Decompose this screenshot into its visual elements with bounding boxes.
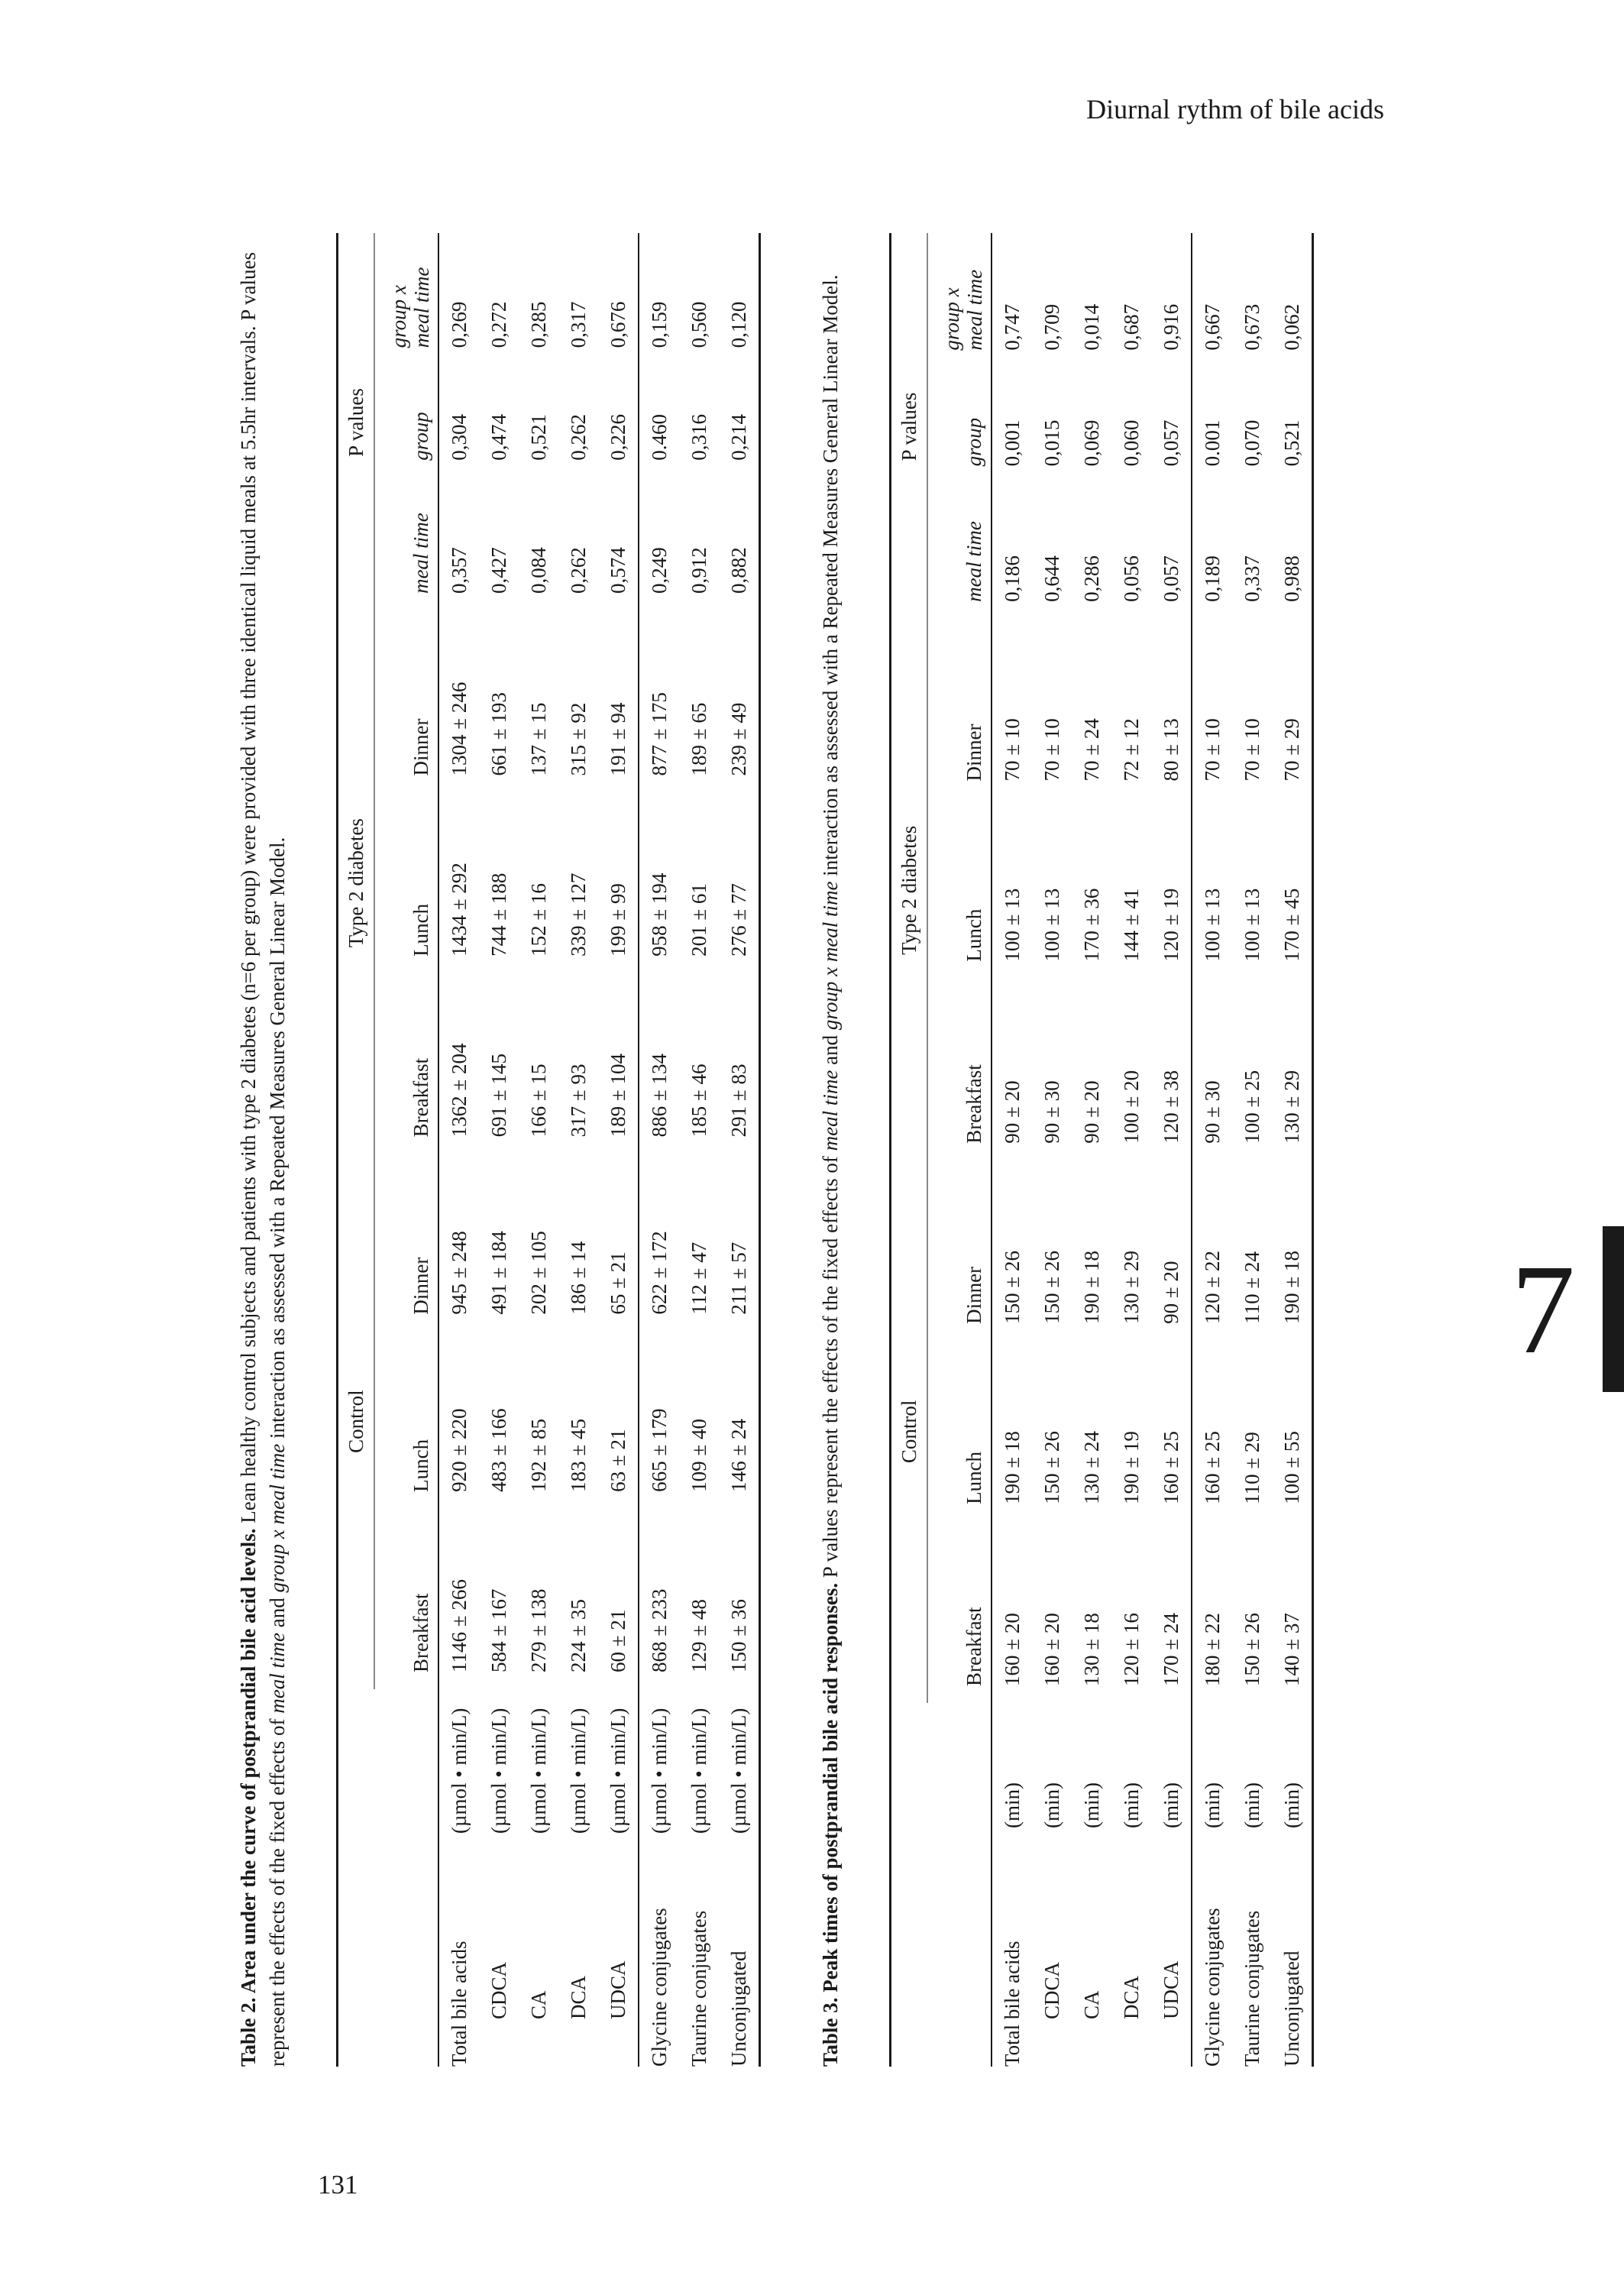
table-2-col-header: meal time [374,479,438,612]
control-value-cell: 183 ± 45 [566,1419,590,1492]
control-value-cell: 190 ± 19 [1119,1431,1143,1504]
table-2-col-header: Breakfast [374,973,438,1154]
p-mealtime-cell: 0,882 [719,479,760,612]
table-row [639,233,679,2067]
table-row [1032,233,1072,2067]
row-label: CA [526,1990,550,2019]
table-3-body [992,233,1313,2067]
row-label: UDCA [606,1960,629,2019]
p-group-cell: 0,214 [719,366,760,478]
control-value-cell: 140 ± 37 [1272,1521,1313,1703]
t2d-value-cell: 291 ± 83 [719,973,760,1154]
table-2-col-header: Lunch [374,792,438,973]
t2d-value-cell: 100 ± 13 [1000,888,1024,962]
p-interaction-cell: 0,709 [1040,303,1063,351]
p-group-cell: 0,304 [447,414,471,461]
t2d-value-cell: 90 ± 30 [1192,979,1232,1161]
t2d-value-cell: 100 ± 13 [1040,888,1063,962]
control-value-cell: 202 ± 105 [526,1231,550,1315]
control-value-cell: 192 ± 85 [526,1419,550,1492]
table-2-col-header-interaction-line1: group x [387,285,410,348]
control-value-cell: 120 ± 22 [1192,1161,1232,1341]
table-row [719,233,760,2067]
table-2-caption-italic-2: group x meal time [266,1443,289,1593]
p-mealtime-cell: 0,189 [1192,484,1232,620]
control-value-cell: 160 ± 20 [1040,1613,1063,1686]
table-2-caption-text: Lean healthy control subjects and patients with type 2 diabetes (n=6 per group) were provided with three identical liquid meals at 5.5hr intervals. P values represent the effects of the fixed effects of [237,251,289,2067]
control-value-cell: 65 ± 21 [606,1251,629,1315]
p-group-cell: 0,316 [687,414,710,461]
p-interaction-cell: 0,667 [1192,233,1232,369]
table-row [558,233,598,2067]
row-label: Taurine conjugates [687,1910,710,2067]
t2d-value-cell: 120 ± 19 [1159,888,1182,962]
table-3-col-header: meal time [927,484,992,620]
t2d-value-cell: 166 ± 15 [526,1063,550,1138]
t2d-value-cell: 877 ± 175 [639,612,679,792]
control-value-cell: 150 ± 26 [1040,1431,1063,1504]
p-group-cell: 0,069 [1079,419,1103,467]
control-value-cell: 920 ± 220 [447,1408,471,1492]
control-value-cell: 868 ± 233 [639,1509,679,1689]
control-value-cell: 146 ± 24 [719,1332,760,1509]
t2d-value-cell: 189 ± 65 [687,702,710,776]
p-mealtime-cell: 0,912 [687,547,710,594]
p-interaction-cell: 0,317 [566,301,590,348]
p-interaction-cell: 0,120 [719,233,760,366]
t2d-value-cell: 1434 ± 292 [447,863,471,957]
row-label: Glycine conjugates [1192,1828,1232,2067]
p-mealtime-cell: 0,057 [1159,555,1182,602]
table-2-col-header: Breakfast [374,1509,438,1689]
t2d-value-cell: 170 ± 45 [1272,798,1313,979]
t2d-value-cell: 1304 ± 246 [447,681,471,776]
table-3-col-header: Dinner [927,620,992,798]
p-group-cell: 0,521 [526,414,550,461]
table-3-caption-and: and [819,1030,842,1070]
t2d-value-cell: 152 ± 16 [526,883,550,957]
table-row [1272,233,1313,2067]
t2d-value-cell: 70 ± 10 [1000,718,1024,782]
p-mealtime-cell: 0,574 [606,547,629,594]
t2d-value-cell: 70 ± 29 [1272,620,1313,798]
control-value-cell: 180 ± 22 [1192,1521,1232,1703]
table-3-caption-end: interaction as assessed with a Repeated Measures General Linear Model. [819,274,842,882]
p-mealtime-cell: 0,427 [487,547,510,594]
control-value-cell: 945 ± 248 [447,1231,471,1315]
control-value-cell: 622 ± 172 [639,1154,679,1331]
table-2-col-header: Dinner [374,612,438,792]
t2d-value-cell: 958 ± 194 [639,792,679,973]
table-2-caption [234,233,292,2067]
control-value-cell: 150 ± 26 [1000,1250,1024,1324]
table-3-col-header: Dinner [927,1161,992,1341]
row-label: Unconjugated [719,1834,760,2067]
control-value-cell: 150 ± 36 [719,1509,760,1689]
p-interaction-cell: 0,269 [447,301,471,348]
control-value-cell: 100 ± 55 [1272,1341,1313,1521]
table-3-col-header: Lunch [927,798,992,979]
row-label: Unconjugated [1272,1828,1313,2067]
t2d-value-cell: 199 ± 99 [606,883,629,957]
table-row [1192,233,1232,2067]
row-unit: (µmol • min/L) [606,1708,629,1834]
t2d-value-cell: 90 ± 20 [1000,1080,1024,1144]
p-interaction-cell: 0,560 [687,301,710,348]
row-unit: (min) [1192,1703,1232,1828]
p-group-cell: 0,474 [487,414,510,461]
row-label: Total bile acids [447,1941,471,2067]
control-value-cell: 160 ± 20 [1000,1613,1024,1686]
table-row [1151,233,1192,2067]
row-label: CA [1079,1990,1103,2019]
table-row [519,233,558,2067]
control-value-cell: 483 ± 166 [487,1408,510,1492]
control-value-cell: 190 ± 18 [1272,1161,1313,1341]
p-interaction-cell: 0,916 [1159,303,1182,351]
t2d-value-cell: 70 ± 24 [1079,718,1103,782]
control-value-cell: 130 ± 18 [1079,1613,1103,1686]
row-label: Total bile acids [1000,1941,1024,2067]
p-mealtime-cell: 0,249 [639,479,679,612]
row-unit: (min) [1240,1782,1263,1829]
row-label: Glycine conjugates [639,1834,679,2067]
t2d-value-cell: 144 ± 41 [1119,888,1143,962]
p-mealtime-cell: 0,262 [566,547,590,594]
p-interaction-cell: 0,673 [1240,303,1263,351]
p-mealtime-cell: 0,056 [1119,555,1143,602]
chapter-tab-bar [1603,1226,1624,1392]
control-value-cell: 1146 ± 266 [447,1579,471,1672]
control-value-cell: 279 ± 138 [526,1588,550,1672]
t2d-value-cell: 239 ± 49 [719,612,760,792]
control-value-cell: 224 ± 35 [566,1599,590,1672]
t2d-value-cell: 185 ± 46 [687,1063,710,1138]
row-unit: (min) [1040,1782,1063,1829]
table-3-col-header-interaction-line2: meal time [963,269,986,351]
table-2-grid [310,233,761,2067]
table-row [1072,233,1111,2067]
row-label: Taurine conjugates [1240,1910,1263,2067]
table-3-col-header: group [927,369,992,485]
p-interaction-cell: 0,062 [1272,233,1313,369]
control-value-cell: 109 ± 40 [687,1419,710,1492]
t2d-value-cell: 90 ± 30 [1040,1080,1063,1144]
table-3-caption-italic-2: group x meal time [819,881,842,1031]
p-group-cell: 0,060 [1119,419,1143,467]
running-head: Diurnal rythm of bile acids [1086,94,1384,125]
table-row [1111,233,1151,2067]
t2d-value-cell: 276 ± 77 [719,792,760,973]
t2d-value-cell: 100 ± 13 [1240,888,1263,962]
p-interaction-cell: 0,747 [1000,303,1024,351]
row-label: CDCA [487,1961,510,2019]
table-2-col-header: Lunch [374,1332,438,1509]
table-2-group-control: Control [338,1154,375,1689]
table-2-col-header: group [374,366,438,478]
row-label: DCA [566,1975,590,2019]
control-value-cell: 110 ± 29 [1240,1432,1263,1504]
p-group-cell: 0,057 [1159,419,1182,467]
t2d-value-cell: 191 ± 94 [606,702,629,776]
p-interaction-cell: 0,687 [1119,303,1143,351]
row-unit: (µmol • min/L) [487,1708,510,1834]
table-row [438,233,479,2067]
t2d-value-cell: 317 ± 93 [566,1063,590,1138]
row-unit: (min) [1000,1782,1024,1829]
t2d-value-cell: 100 ± 13 [1192,798,1232,979]
t2d-value-cell: 100 ± 25 [1240,1070,1263,1144]
table-2-body [438,233,760,2067]
p-interaction-cell: 0,159 [639,233,679,366]
table-3-col-header-interaction-line1: group x [940,287,963,351]
control-value-cell: 665 ± 179 [639,1332,679,1509]
p-group-cell: 0,015 [1040,419,1063,467]
rotated-tables-region [234,233,1334,2067]
row-label: CDCA [1040,1961,1063,2019]
p-mealtime-cell: 0,337 [1240,555,1263,602]
row-unit: (min) [1079,1782,1103,1829]
table-3-caption-title: Table 3. Peak times of postprandial bile acid responses. [819,1582,842,2067]
table-2-caption-title: Table 2. Area under the curve of postprandial bile acid levels. [237,1528,260,2067]
p-interaction-cell: 0,272 [487,301,510,348]
p-mealtime-cell: 0,186 [1000,555,1024,602]
t2d-value-cell: 661 ± 193 [487,692,510,776]
p-interaction-cell: 0,676 [606,301,629,348]
table-3-col-header: Breakfast [927,979,992,1161]
p-mealtime-cell: 0,644 [1040,555,1063,602]
t2d-value-cell: 137 ± 15 [526,702,550,776]
table-row [598,233,639,2067]
p-mealtime-cell: 0,357 [447,547,471,594]
t2d-value-cell: 189 ± 104 [606,1053,629,1138]
table-2-caption-end: interaction as assessed with a Repeated Measures General Linear Model. [266,837,289,1444]
control-value-cell: 186 ± 14 [566,1241,590,1315]
t2d-value-cell: 339 ± 127 [566,872,590,957]
p-group-cell: 0,226 [606,414,629,461]
table-3-col-header: Lunch [927,1341,992,1521]
control-value-cell: 112 ± 47 [687,1242,710,1315]
control-value-cell: 584 ± 167 [487,1588,510,1672]
p-group-cell: 0,521 [1272,369,1313,485]
control-value-cell: 63 ± 21 [606,1429,629,1492]
control-value-cell: 170 ± 24 [1159,1613,1182,1686]
table-2-group-pvalues: P values [338,233,375,612]
t2d-value-cell: 70 ± 10 [1192,620,1232,798]
row-unit: (µmol • min/L) [447,1708,471,1834]
table-2-caption-italic-1: meal time [266,1632,289,1714]
t2d-value-cell: 80 ± 13 [1159,718,1182,782]
t2d-value-cell: 70 ± 10 [1240,718,1263,782]
row-unit: (µmol • min/L) [566,1708,590,1834]
control-value-cell: 60 ± 21 [606,1609,629,1672]
table-3-group-t2d: Type 2 diabetes [891,620,928,1161]
table-2-group-t2d: Type 2 diabetes [338,612,375,1154]
p-interaction-cell: 0,014 [1079,303,1103,351]
table-row [679,233,719,2067]
control-value-cell: 190 ± 18 [1000,1431,1024,1504]
table-3-caption-text: P values represent the effects of the fixed effects of [819,1151,842,1583]
p-group-cell: 0,001 [1000,419,1024,467]
table-3-col-header-interaction [927,233,992,369]
row-unit: (min) [1272,1703,1313,1828]
t2d-value-cell: 90 ± 20 [1079,1080,1103,1144]
table-3 [816,233,1314,2067]
control-value-cell: 160 ± 25 [1192,1341,1232,1521]
p-group-cell: 0,070 [1240,419,1263,467]
table-3-group-control: Control [891,1161,928,1703]
t2d-value-cell: 130 ± 29 [1272,979,1313,1161]
control-value-cell: 130 ± 29 [1119,1250,1143,1324]
row-unit: (µmol • min/L) [687,1708,710,1834]
t2d-value-cell: 201 ± 61 [687,883,710,957]
table-3-col-header: Breakfast [927,1521,992,1703]
row-unit: (min) [1119,1782,1143,1829]
p-group-cell: 0.460 [639,366,679,478]
p-group-cell: 0,262 [566,414,590,461]
table-2-col-header-interaction [374,233,438,366]
table-3-caption [816,233,845,2067]
p-interaction-cell: 0,285 [526,301,550,348]
control-value-cell: 491 ± 184 [487,1231,510,1315]
table-2 [234,233,761,2067]
row-unit: (µmol • min/L) [719,1689,760,1834]
row-unit: (µmol • min/L) [526,1708,550,1834]
row-label: UDCA [1159,1960,1182,2019]
table-row [992,233,1032,2067]
control-value-cell: 110 ± 24 [1240,1251,1263,1324]
control-value-cell: 130 ± 24 [1079,1431,1103,1504]
control-value-cell: 90 ± 20 [1159,1261,1182,1324]
table-2-col-header-interaction-line2: meal time [410,267,433,348]
control-value-cell: 120 ± 16 [1119,1613,1143,1686]
p-mealtime-cell: 0,084 [526,547,550,594]
p-group-cell: 0.001 [1192,369,1232,485]
table-2-caption-and: and [266,1592,289,1633]
t2d-value-cell: 691 ± 145 [487,1053,510,1138]
p-mealtime-cell: 0,988 [1272,484,1313,620]
row-unit: (µmol • min/L) [639,1689,679,1834]
t2d-value-cell: 120 ± 38 [1159,1070,1182,1144]
t2d-value-cell: 886 ± 134 [639,973,679,1154]
table-2-col-header: Dinner [374,1154,438,1331]
row-unit: (min) [1159,1782,1182,1829]
t2d-value-cell: 100 ± 20 [1119,1070,1143,1144]
chapter-number: 7 [1511,1238,1575,1381]
control-value-cell: 160 ± 25 [1159,1431,1182,1504]
t2d-value-cell: 744 ± 188 [487,872,510,957]
control-value-cell: 129 ± 48 [687,1599,710,1672]
t2d-value-cell: 1362 ± 204 [447,1043,471,1138]
t2d-value-cell: 72 ± 12 [1119,718,1143,782]
table-3-caption-italic-1: meal time [819,1070,842,1151]
page-number: 131 [318,2170,358,2200]
control-value-cell: 211 ± 57 [719,1154,760,1331]
row-label: DCA [1119,1975,1143,2019]
control-value-cell: 150 ± 26 [1040,1250,1063,1324]
p-mealtime-cell: 0,286 [1079,555,1103,602]
table-row [1232,233,1272,2067]
control-value-cell: 150 ± 26 [1240,1613,1263,1686]
table-3-grid [863,233,1314,2067]
t2d-value-cell: 70 ± 10 [1040,718,1063,782]
table-row [479,233,519,2067]
t2d-value-cell: 315 ± 92 [566,702,590,776]
control-value-cell: 190 ± 18 [1079,1250,1103,1324]
t2d-value-cell: 170 ± 36 [1079,888,1103,962]
table-3-group-pvalues: P values [891,233,928,620]
